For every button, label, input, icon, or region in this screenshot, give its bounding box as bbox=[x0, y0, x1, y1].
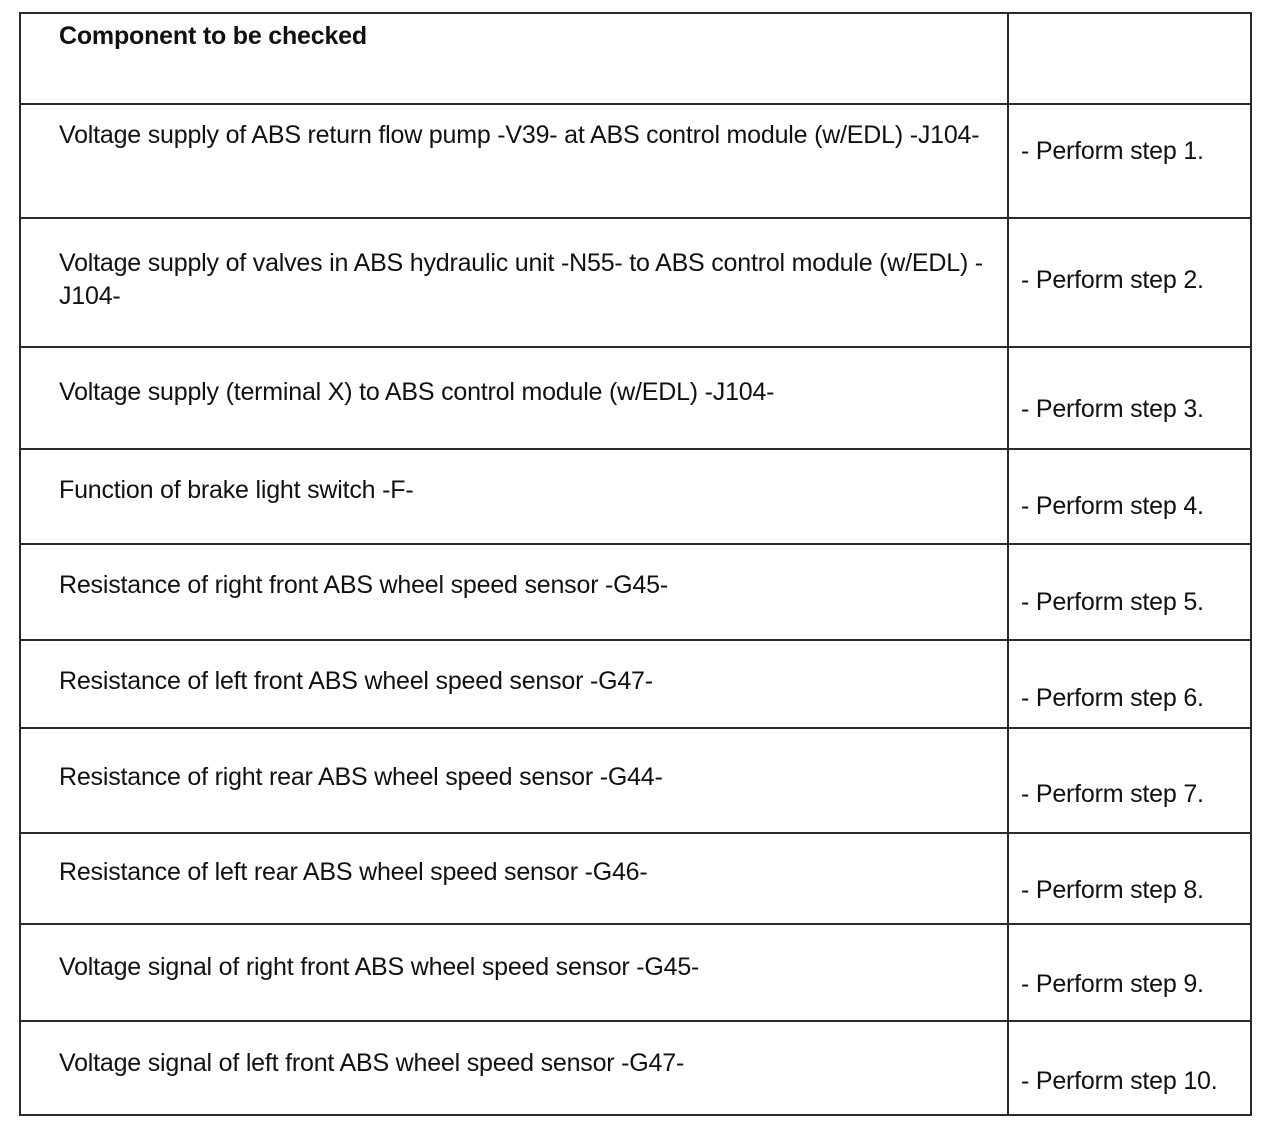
action-cell bbox=[1009, 450, 1250, 544]
component-cell bbox=[21, 1022, 1009, 1114]
component-cell bbox=[21, 641, 1009, 728]
component-text: Resistance of right rear ABS wheel speed sensor -G44- bbox=[59, 763, 663, 791]
component-text: Voltage supply of valves in ABS hydraulic unit -N55- to ABS control module (w/EDL) -J104- bbox=[59, 249, 983, 310]
component-text: Voltage signal of left front ABS wheel speed sensor -G47- bbox=[59, 1049, 685, 1077]
action-cell bbox=[1009, 834, 1250, 924]
action-cell bbox=[1009, 925, 1250, 1021]
action-text: - Perform step 10. bbox=[1021, 1067, 1218, 1095]
action-cell bbox=[1009, 348, 1250, 449]
action-cell bbox=[1009, 219, 1250, 347]
action-cell bbox=[1009, 105, 1250, 218]
table-row bbox=[21, 727, 1250, 833]
action-text: - Perform step 5. bbox=[1021, 588, 1204, 616]
table-row bbox=[21, 103, 1250, 218]
component-check-table bbox=[19, 12, 1252, 1116]
component-cell bbox=[21, 348, 1009, 449]
component-cell bbox=[21, 450, 1009, 544]
component-cell bbox=[21, 834, 1009, 924]
header-component-cell bbox=[21, 14, 1009, 104]
component-text: Resistance of right front ABS wheel speed sensor -G45- bbox=[59, 571, 668, 599]
action-cell bbox=[1009, 641, 1250, 728]
table-header-row bbox=[21, 14, 1250, 104]
table-row bbox=[21, 346, 1250, 449]
component-text: Resistance of left rear ABS wheel speed sensor -G46- bbox=[59, 858, 648, 886]
component-text: Function of brake light switch -F- bbox=[59, 476, 414, 504]
table-row bbox=[21, 543, 1250, 640]
component-text: Voltage signal of right front ABS wheel speed sensor -G45- bbox=[59, 953, 700, 981]
action-cell bbox=[1009, 545, 1250, 640]
table-row bbox=[21, 1020, 1250, 1114]
table-row bbox=[21, 832, 1250, 924]
component-cell bbox=[21, 545, 1009, 640]
table-row bbox=[21, 923, 1250, 1021]
table-row bbox=[21, 217, 1250, 347]
action-text: - Perform step 7. bbox=[1021, 780, 1204, 808]
action-cell bbox=[1009, 729, 1250, 833]
component-text: Voltage supply of ABS return flow pump -V39- at ABS control module (w/EDL) -J104- bbox=[59, 121, 980, 149]
action-text: - Perform step 3. bbox=[1021, 395, 1204, 423]
component-cell bbox=[21, 925, 1009, 1021]
component-cell bbox=[21, 729, 1009, 833]
header-action-cell bbox=[1009, 14, 1250, 104]
action-text: - Perform step 2. bbox=[1021, 266, 1204, 294]
header-component-label: Component to be checked bbox=[59, 22, 367, 50]
table-row bbox=[21, 448, 1250, 544]
action-text: - Perform step 8. bbox=[1021, 876, 1204, 904]
action-text: - Perform step 9. bbox=[1021, 970, 1204, 998]
component-text: Voltage supply (terminal X) to ABS control module (w/EDL) -J104- bbox=[59, 378, 775, 406]
table-row bbox=[21, 639, 1250, 728]
action-text: - Perform step 1. bbox=[1021, 137, 1204, 165]
component-cell bbox=[21, 219, 1009, 347]
action-cell bbox=[1009, 1022, 1250, 1114]
component-text: Resistance of left front ABS wheel speed sensor -G47- bbox=[59, 667, 653, 695]
action-text: - Perform step 6. bbox=[1021, 684, 1204, 712]
component-cell bbox=[21, 105, 1009, 218]
action-text: - Perform step 4. bbox=[1021, 492, 1204, 520]
